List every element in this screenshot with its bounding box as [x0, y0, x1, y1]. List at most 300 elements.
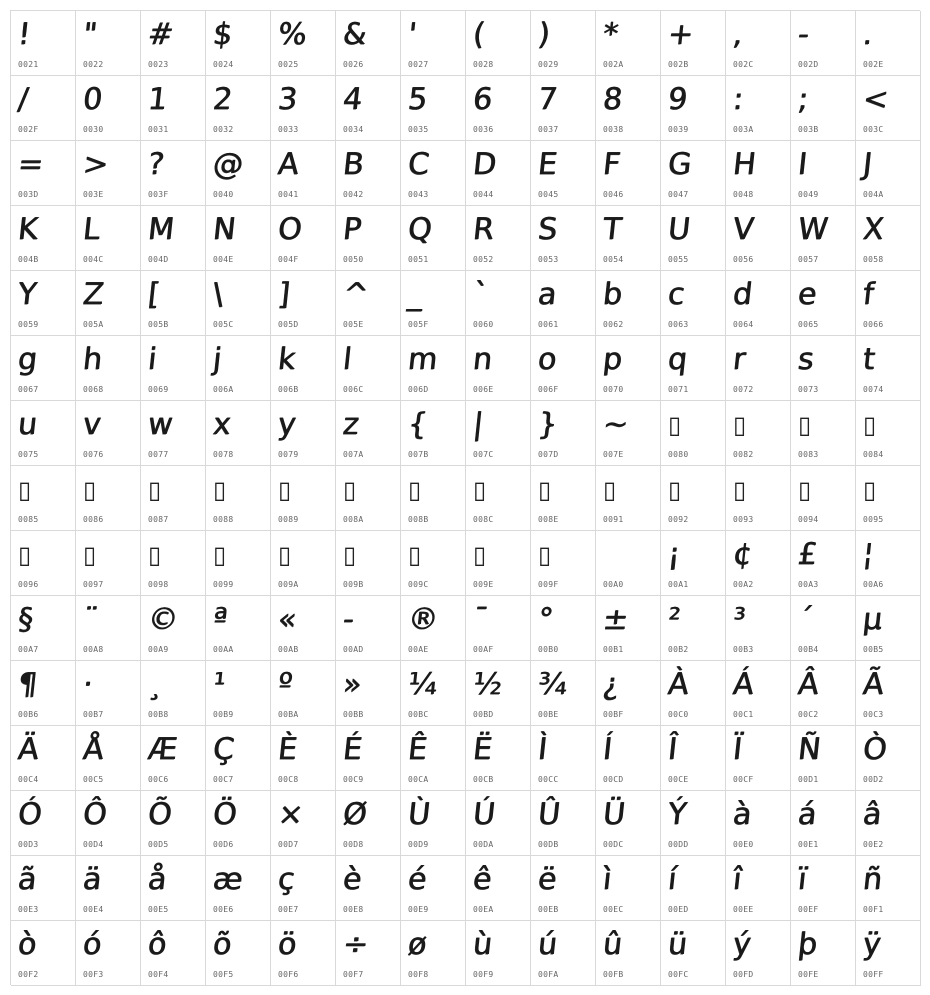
glyph-code: 00AD: [343, 645, 364, 654]
glyph-code: 0087: [148, 515, 169, 524]
glyph-char: #: [146, 17, 175, 52]
glyph-char: x: [211, 407, 232, 442]
glyph-cell: [76, 531, 141, 596]
glyph-code: 00CD: [603, 775, 624, 784]
glyph-char: È: [276, 732, 298, 767]
glyph-char: :: [731, 82, 745, 117]
glyph-char: å: [146, 862, 168, 897]
glyph-code: 00F8: [408, 970, 429, 979]
glyph-cell: [596, 726, 661, 791]
glyph-cell: [336, 661, 401, 726]
glyph-cell: [336, 336, 401, 401]
glyph-char: Ç: [211, 732, 235, 767]
glyph-cell: [726, 76, 791, 141]
glyph-char: _: [406, 277, 424, 312]
glyph-code: 00DC: [603, 840, 624, 849]
glyph-code: 008E: [538, 515, 559, 524]
glyph-code: 00EB: [538, 905, 559, 914]
glyph-code: 0042: [343, 190, 364, 199]
glyph-code: 00BA: [278, 710, 299, 719]
glyph-char: Ù: [406, 797, 431, 832]
glyph-cell: [466, 661, 531, 726]
glyph-grid: [10, 10, 920, 985]
glyph-cell: [271, 921, 336, 986]
glyph-char: á: [796, 797, 818, 832]
glyph-char: é: [406, 862, 428, 897]
glyph-char: ´: [796, 602, 814, 637]
glyph-char: ▯: [798, 476, 811, 504]
glyph-char: 1: [146, 82, 168, 117]
glyph-code: 00D3: [18, 840, 39, 849]
glyph-cell: [466, 206, 531, 271]
glyph-cell: [856, 76, 921, 141]
glyph-cell: [401, 661, 466, 726]
glyph-code: 0044: [473, 190, 494, 199]
glyph-code: 0080: [668, 450, 689, 459]
glyph-cell: [76, 11, 141, 76]
glyph-char: ó: [81, 927, 103, 962]
glyph-code: 007B: [408, 450, 429, 459]
glyph-cell: [76, 401, 141, 466]
glyph-cell: [596, 206, 661, 271]
glyph-code: 00B6: [18, 710, 39, 719]
glyph-code: 0021: [18, 60, 39, 69]
glyph-cell: [206, 596, 271, 661]
glyph-char: ©: [146, 602, 179, 637]
glyph-char: h: [81, 342, 103, 377]
glyph-cell: [76, 466, 141, 531]
glyph-char: W: [796, 212, 829, 247]
glyph-code: 006B: [278, 385, 299, 394]
glyph-char: S: [536, 212, 558, 247]
glyph-char: Ä: [16, 732, 40, 767]
glyph-cell: [11, 401, 76, 466]
glyph-code: 00FA: [538, 970, 559, 979]
glyph-code: 0071: [668, 385, 689, 394]
glyph-cell: [791, 401, 856, 466]
glyph-code: 007D: [538, 450, 559, 459]
glyph-code: 00CA: [408, 775, 429, 784]
glyph-code: 00BD: [473, 710, 494, 719]
glyph-char: +: [666, 17, 695, 52]
glyph-code: 008B: [408, 515, 429, 524]
glyph-cell: [336, 466, 401, 531]
glyph-code: 0036: [473, 125, 494, 134]
glyph-code: 00D5: [148, 840, 169, 849]
glyph-cell: [11, 466, 76, 531]
glyph-cell: [791, 141, 856, 206]
glyph-code: 00A1: [668, 580, 689, 589]
glyph-cell: [206, 856, 271, 921]
glyph-cell: [141, 531, 206, 596]
glyph-cell: [661, 531, 726, 596]
glyph-char: v: [81, 407, 102, 442]
glyph-code: 005B: [148, 320, 169, 329]
glyph-code: 007E: [603, 450, 624, 459]
glyph-code: 002E: [863, 60, 884, 69]
glyph-code: 0089: [278, 515, 299, 524]
glyph-code: 0061: [538, 320, 559, 329]
glyph-code: 0045: [538, 190, 559, 199]
glyph-char: [: [146, 277, 161, 312]
glyph-cell: [661, 401, 726, 466]
glyph-cell: [466, 531, 531, 596]
glyph-char: ø: [406, 927, 428, 962]
glyph-char: Ô: [81, 797, 108, 832]
glyph-code: 00C2: [798, 710, 819, 719]
glyph-code: 0098: [148, 580, 169, 589]
glyph-char: i: [146, 342, 158, 377]
glyph-char: H: [731, 147, 757, 182]
glyph-cell: [271, 401, 336, 466]
glyph-cell: [271, 206, 336, 271]
glyph-char: ¶: [16, 667, 38, 702]
glyph-code: 0084: [863, 450, 884, 459]
glyph-code: 00E4: [83, 905, 104, 914]
glyph-code: 0046: [603, 190, 624, 199]
glyph-cell: [596, 531, 661, 596]
glyph-cell: [336, 856, 401, 921]
glyph-code: 00EE: [733, 905, 754, 914]
glyph-char: Ñ: [796, 732, 822, 767]
glyph-char: $: [211, 17, 233, 52]
glyph-cell: [531, 531, 596, 596]
glyph-cell: [336, 206, 401, 271]
glyph-char: Û: [536, 797, 561, 832]
glyph-code: 0038: [603, 125, 624, 134]
glyph-code: 0037: [538, 125, 559, 134]
glyph-code: 006D: [408, 385, 429, 394]
glyph-char: Ã: [861, 667, 885, 702]
glyph-code: 0056: [733, 255, 754, 264]
glyph-char: O: [276, 212, 303, 247]
glyph-cell: [206, 466, 271, 531]
glyph-char: \: [211, 277, 225, 312]
glyph-code: 0055: [668, 255, 689, 264]
glyph-cell: [206, 76, 271, 141]
glyph-cell: [661, 141, 726, 206]
glyph-code: 00BF: [603, 710, 624, 719]
glyph-code: 007C: [473, 450, 494, 459]
glyph-char: ï: [796, 862, 808, 897]
glyph-cell: [661, 661, 726, 726]
glyph-cell: [336, 11, 401, 76]
glyph-char: |: [471, 407, 485, 442]
glyph-char: V: [731, 212, 755, 247]
glyph-cell: [401, 531, 466, 596]
glyph-code: 004D: [148, 255, 169, 264]
glyph-char: C: [406, 147, 430, 182]
glyph-cell: [531, 596, 596, 661]
glyph-char: ñ: [861, 862, 883, 897]
glyph-cell: [791, 11, 856, 76]
glyph-cell: [661, 271, 726, 336]
glyph-cell: [596, 596, 661, 661]
glyph-cell: [661, 726, 726, 791]
glyph-cell: [336, 726, 401, 791]
glyph-code: 0027: [408, 60, 429, 69]
glyph-cell: [791, 596, 856, 661]
glyph-code: 0029: [538, 60, 559, 69]
glyph-cell: [401, 726, 466, 791]
glyph-cell: [531, 271, 596, 336]
glyph-code: 00AB: [278, 645, 299, 654]
glyph-code: 00C5: [83, 775, 104, 784]
glyph-char: ¢: [731, 537, 753, 572]
glyph-char: â: [861, 797, 883, 832]
glyph-code: 00BB: [343, 710, 364, 719]
glyph-cell: [466, 726, 531, 791]
glyph-char: /: [16, 82, 30, 117]
glyph-char: 2: [211, 82, 233, 117]
glyph-code: 00BC: [408, 710, 429, 719]
glyph-code: 0097: [83, 580, 104, 589]
glyph-cell: [271, 791, 336, 856]
glyph-char: q: [666, 342, 688, 377]
glyph-cell: [206, 661, 271, 726]
glyph-code: 0091: [603, 515, 624, 524]
glyph-cell: [206, 401, 271, 466]
glyph-code: 00D8: [343, 840, 364, 849]
glyph-code: 0033: [278, 125, 299, 134]
glyph-code: 00FF: [863, 970, 884, 979]
glyph-code: 0069: [148, 385, 169, 394]
glyph-cell: [401, 336, 466, 401]
glyph-cell: [271, 11, 336, 76]
glyph-cell: [11, 921, 76, 986]
glyph-code: 00F5: [213, 970, 234, 979]
glyph-cell: [596, 11, 661, 76]
glyph-char: ¹: [211, 667, 226, 702]
glyph-char: l: [341, 342, 353, 377]
glyph-char: ô: [146, 927, 168, 962]
glyph-code: 00AF: [473, 645, 494, 654]
glyph-code: 00B8: [148, 710, 169, 719]
glyph-cell: [76, 726, 141, 791]
glyph-cell: [11, 11, 76, 76]
glyph-cell: [531, 466, 596, 531]
glyph-code: 008A: [343, 515, 364, 524]
glyph-cell: [531, 76, 596, 141]
glyph-code: 0058: [863, 255, 884, 264]
glyph-char: î: [731, 862, 743, 897]
glyph-cell: [76, 206, 141, 271]
glyph-code: 0086: [83, 515, 104, 524]
glyph-code: 004F: [278, 255, 299, 264]
glyph-char: ±: [601, 602, 630, 637]
glyph-cell: [206, 921, 271, 986]
glyph-cell: [466, 921, 531, 986]
glyph-char: ½: [471, 667, 503, 702]
glyph-char: ~: [601, 407, 630, 442]
glyph-code: 009A: [278, 580, 299, 589]
glyph-cell: [466, 596, 531, 661]
glyph-char: ¦: [861, 537, 875, 572]
glyph-code: 006A: [213, 385, 234, 394]
glyph-cell: [11, 856, 76, 921]
glyph-char: ▯: [668, 411, 681, 439]
glyph-cell: [141, 76, 206, 141]
glyph-code: 0064: [733, 320, 754, 329]
glyph-char: ·: [81, 667, 94, 702]
glyph-char: w: [146, 407, 174, 442]
glyph-cell: [596, 466, 661, 531]
glyph-code: 0072: [733, 385, 754, 394]
glyph-char: ³: [731, 602, 746, 637]
glyph-code: 003E: [83, 190, 104, 199]
glyph-code: 0051: [408, 255, 429, 264]
glyph-char: p: [601, 342, 623, 377]
glyph-char: §: [16, 602, 34, 637]
glyph-cell: [596, 921, 661, 986]
glyph-code: 004E: [213, 255, 234, 264]
glyph-char: Õ: [146, 797, 173, 832]
glyph-code: 0059: [18, 320, 39, 329]
glyph-char: à: [731, 797, 753, 832]
glyph-code: 00D1: [798, 775, 819, 784]
glyph-cell: [856, 531, 921, 596]
glyph-code: 00C9: [343, 775, 364, 784]
glyph-code: 00B7: [83, 710, 104, 719]
glyph-cell: [401, 271, 466, 336]
glyph-char: ': [406, 17, 418, 52]
glyph-code: 003D: [18, 190, 39, 199]
glyph-char: ▯: [83, 476, 96, 504]
glyph-cell: [791, 76, 856, 141]
glyph-code: 00A8: [83, 645, 104, 654]
glyph-char: ▯: [213, 541, 226, 569]
glyph-code: 0048: [733, 190, 754, 199]
glyph-char: ▯: [148, 541, 161, 569]
glyph-cell: [11, 76, 76, 141]
glyph-cell: [661, 921, 726, 986]
glyph-code: 00FB: [603, 970, 624, 979]
glyph-code: 0023: [148, 60, 169, 69]
glyph-cell: [76, 921, 141, 986]
glyph-code: 00F1: [863, 905, 884, 914]
glyph-char: Ï: [731, 732, 743, 767]
glyph-cell: [856, 401, 921, 466]
glyph-char: ì: [601, 862, 613, 897]
glyph-cell: [401, 856, 466, 921]
glyph-cell: [596, 336, 661, 401]
glyph-cell: [141, 726, 206, 791]
glyph-code: 0074: [863, 385, 884, 394]
glyph-code: 0040: [213, 190, 234, 199]
glyph-cell: [141, 336, 206, 401]
glyph-cell: [726, 856, 791, 921]
glyph-char: »: [341, 667, 363, 702]
glyph-code: 00E9: [408, 905, 429, 914]
glyph-cell: [206, 141, 271, 206]
glyph-cell: [141, 271, 206, 336]
glyph-char: 9: [666, 82, 688, 117]
glyph-cell: [726, 336, 791, 401]
glyph-char: Í: [601, 732, 613, 767]
glyph-cell: [401, 596, 466, 661]
glyph-code: 00E3: [18, 905, 39, 914]
glyph-code: 008C: [473, 515, 494, 524]
glyph-cell: [531, 206, 596, 271]
glyph-code: 00AE: [408, 645, 429, 654]
glyph-char: ¡: [666, 537, 681, 572]
glyph-cell: [856, 271, 921, 336]
glyph-cell: [661, 596, 726, 661]
glyph-code: 00A0: [603, 580, 624, 589]
glyph-code: 00E6: [213, 905, 234, 914]
glyph-code: 00C1: [733, 710, 754, 719]
glyph-char: ▯: [408, 476, 421, 504]
glyph-cell: [401, 791, 466, 856]
glyph-cell: [466, 76, 531, 141]
glyph-cell: [141, 401, 206, 466]
glyph-char: 3: [276, 82, 298, 117]
glyph-cell: [726, 921, 791, 986]
glyph-char: g: [16, 342, 38, 377]
glyph-code: 00E0: [733, 840, 754, 849]
glyph-cell: [661, 76, 726, 141]
glyph-cell: [596, 791, 661, 856]
glyph-char: ü: [666, 927, 688, 962]
glyph-cell: [206, 206, 271, 271]
glyph-code: 00B5: [863, 645, 884, 654]
glyph-code: 00B9: [213, 710, 234, 719]
glyph-char: ú: [536, 927, 558, 962]
glyph-code: 0068: [83, 385, 104, 394]
glyph-cell: [141, 206, 206, 271]
glyph-code: 00F9: [473, 970, 494, 979]
glyph-char: ê: [471, 862, 493, 897]
glyph-cell: [856, 726, 921, 791]
glyph-code: 004A: [863, 190, 884, 199]
glyph-char: ▯: [473, 541, 486, 569]
glyph-char: ▯: [278, 541, 291, 569]
glyph-code: 0075: [18, 450, 39, 459]
glyph-char: -: [341, 602, 355, 637]
glyph-cell: [791, 726, 856, 791]
glyph-code: 00F2: [18, 970, 39, 979]
glyph-cell: [726, 141, 791, 206]
glyph-code: 005D: [278, 320, 299, 329]
glyph-char: ]: [276, 277, 291, 312]
glyph-code: 006F: [538, 385, 559, 394]
glyph-code: 0096: [18, 580, 39, 589]
glyph-char: «: [276, 602, 298, 637]
glyph-cell: [141, 856, 206, 921]
glyph-cell: [856, 856, 921, 921]
glyph-char: ▯: [733, 411, 746, 439]
glyph-code: 00D2: [863, 775, 884, 784]
glyph-code: 00D6: [213, 840, 234, 849]
glyph-char: ,: [731, 17, 744, 52]
glyph-char: -: [796, 17, 810, 52]
glyph-code: 00E7: [278, 905, 299, 914]
glyph-char: I: [796, 147, 808, 182]
glyph-code: 0082: [733, 450, 754, 459]
glyph-char: e: [796, 277, 818, 312]
glyph-code: 0024: [213, 60, 234, 69]
glyph-cell: [856, 11, 921, 76]
glyph-code: 00CB: [473, 775, 494, 784]
glyph-char: Ø: [341, 797, 368, 832]
glyph-code: 005F: [408, 320, 429, 329]
glyph-code: 0026: [343, 60, 364, 69]
glyph-code: 00E2: [863, 840, 884, 849]
glyph-char: Å: [81, 732, 105, 767]
glyph-char: N: [211, 212, 237, 247]
glyph-code: 0065: [798, 320, 819, 329]
glyph-char: ▯: [538, 476, 551, 504]
